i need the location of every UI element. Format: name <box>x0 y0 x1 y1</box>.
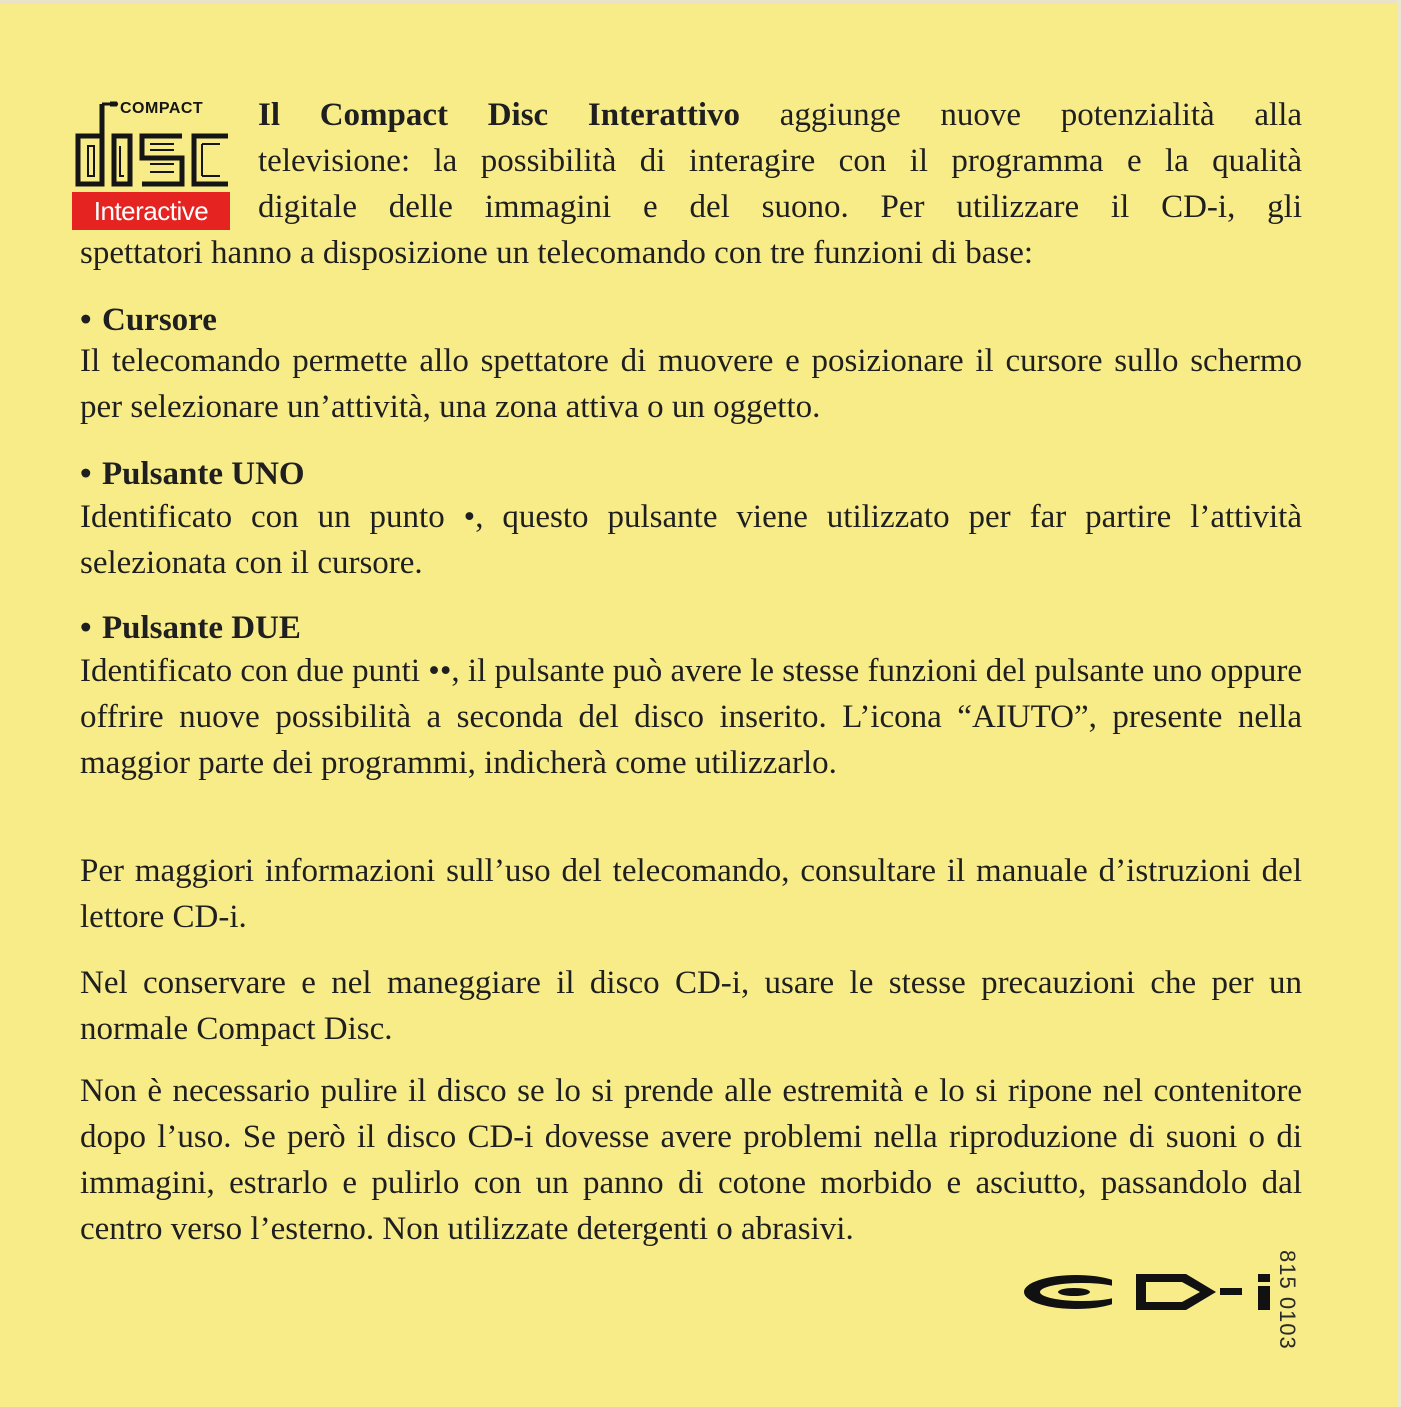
intro-line-4: spettatori hanno a disposizione un telecomando con tre funzioni di base: <box>80 235 1034 271</box>
cdi-logo-icon <box>1020 1255 1282 1312</box>
intro-line-1 <box>80 92 1302 138</box>
section-heading-cursore <box>80 298 217 342</box>
section-body-pulsante-due: Identificato con due punti ••, il pulsante può avere le stesse funzioni del pulsante uno oppure offrire nuove possibilità a seconda del disco inserito. L’icona “AIUTO”, presente nella maggior parte dei programmi, indicherà come utilizzarlo. <box>80 653 1302 781</box>
paragraph-care: Nel conservare e nel maneggiare il disco CD-i, usare le stesse precauzioni che per un normale Compact Disc. <box>80 965 1302 1047</box>
section-heading-pulsante-uno <box>80 452 305 496</box>
section-heading-label: Pulsante UNO <box>102 456 305 492</box>
cdi-logo-text: CD-i <box>1020 1255 1052 1272</box>
intro-line-1-rest: aggiunge nuove potenzialità alla <box>779 97 1303 133</box>
intro-line-3: digitale delle immagini e del suono. Per utilizzare il CD-i, gli <box>258 189 1302 225</box>
top-edge <box>0 0 1401 4</box>
paragraph-cleaning: Non è necessario pulire il disco se lo si prende alle estremità e lo si ripone nel contenitore dopo l’uso. Se però il disco CD-i dovesse avere problemi nella riproduzione di suoni o di immagini, estrarlo e pulirlo con un panno di cotone morbido e asciutto, passandolo dal centro verso l’esterno. Non utilizzate detergenti o abrasivi. <box>80 1073 1302 1247</box>
section-heading-label: Cursore <box>102 302 217 338</box>
bullet: • <box>80 456 92 492</box>
logo-compact-label: COMPACT <box>120 100 204 117</box>
intro-title: Il Compact Disc Interattivo <box>258 97 741 133</box>
paragraph-remote-manual: Per maggiori informazioni sull’uso del telecomando, consultare il manuale d’istruzioni del lettore CD-i. <box>80 853 1302 935</box>
section-body-cursore: Il telecomando permette allo spettatore di muovere e posizionare il cursore sullo schermo per selezionare un’attività, una zona attiva o un oggetto. <box>80 343 1302 425</box>
intro-line-2: televisione: la possibilità di interagire con il programma e la qualità <box>258 143 1302 179</box>
catalog-number: 815 0103 <box>1275 1250 1300 1350</box>
section-body-pulsante-uno: Identificato con un punto •, questo pulsante viene utilizzato per far partire l’attività selezionata con il cursore. <box>80 499 1302 581</box>
intro-paragraph <box>80 92 1302 276</box>
logo-interactive-badge: Interactive <box>72 192 230 230</box>
section-heading-pulsante-due <box>80 606 301 650</box>
bullet: • <box>80 610 92 646</box>
bullet: • <box>80 302 92 338</box>
section-heading-label: Pulsante DUE <box>102 610 301 646</box>
